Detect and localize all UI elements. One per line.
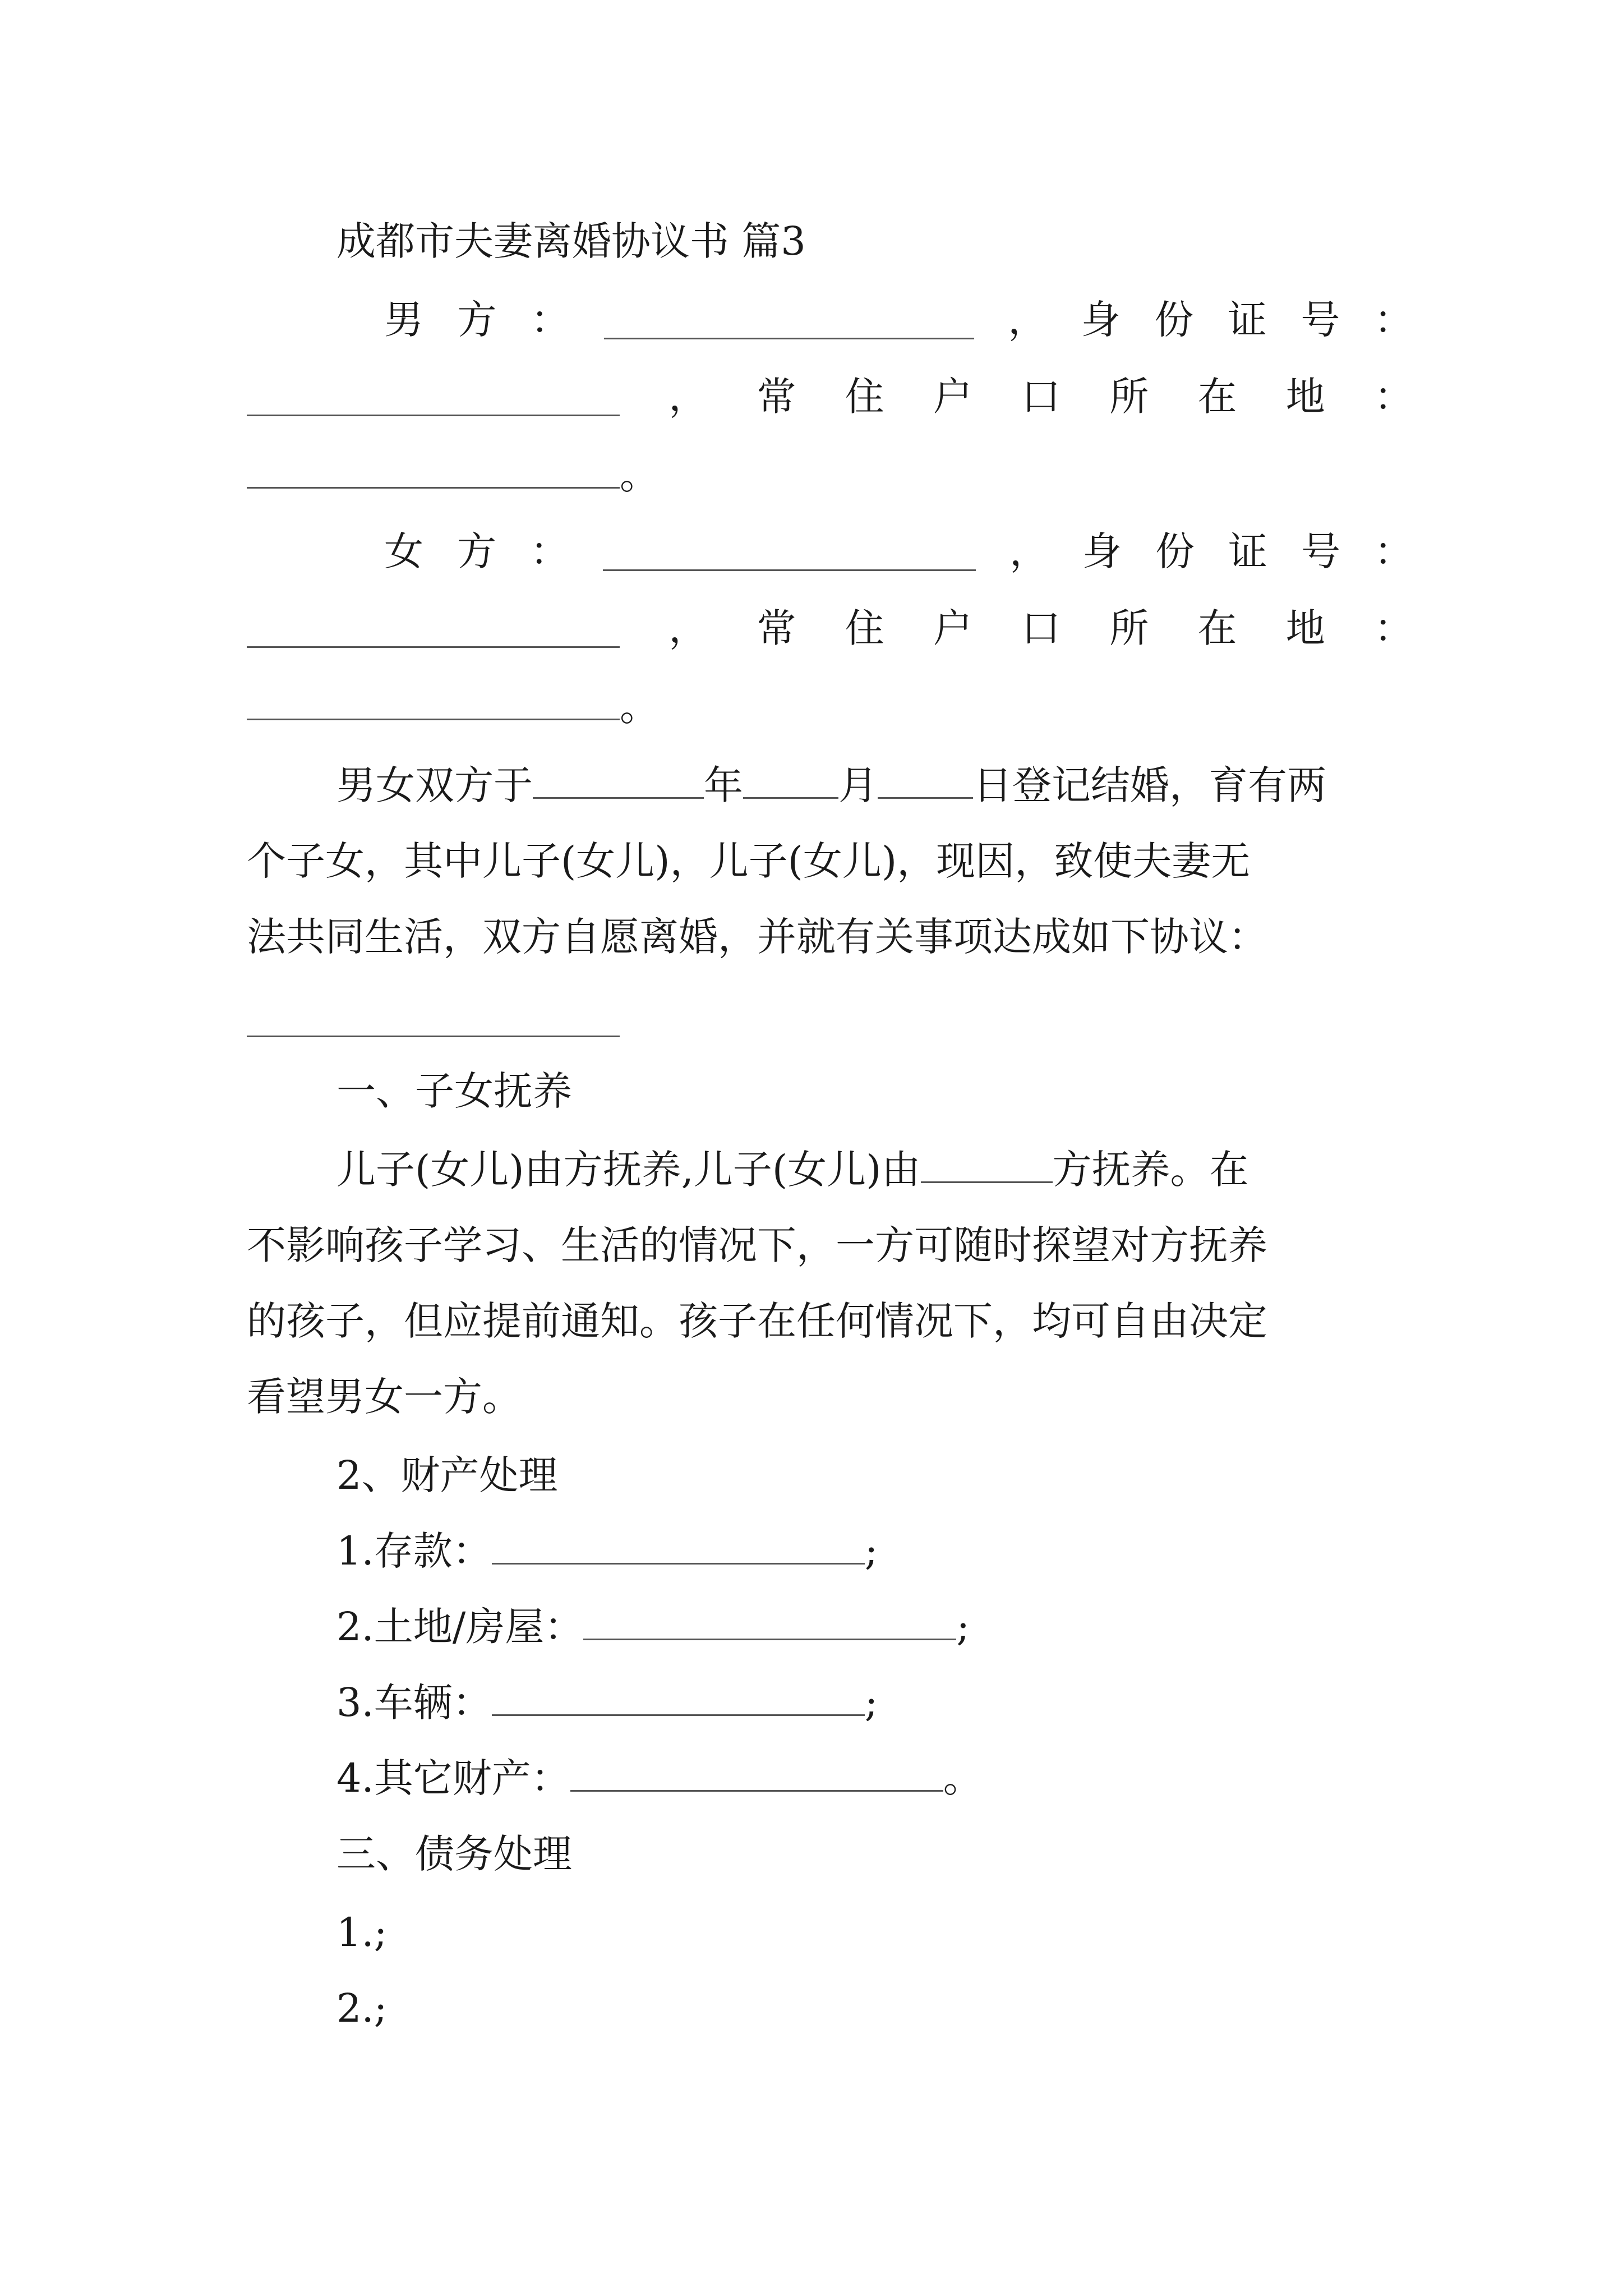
property-item-label: 2.土地/房屋： <box>336 1604 584 1650</box>
male-id-blank[interactable] <box>247 411 620 416</box>
section-heading-debts: 三、债务处理 <box>336 1831 572 1877</box>
custody-party-blank[interactable] <box>921 1178 1053 1183</box>
female-id-char: 份 <box>1155 528 1195 574</box>
property-item-savings <box>336 1528 878 1574</box>
female-name-blank[interactable] <box>603 566 976 571</box>
property-item-end: ; <box>956 1604 970 1650</box>
property-item-other <box>336 1755 983 1801</box>
male-residence-char: ： <box>1373 374 1413 420</box>
marriage-text: 日登记结婚，育有两 <box>973 762 1326 808</box>
male-id-char: ， <box>1008 297 1048 343</box>
custody-text: 方抚养。在 <box>1052 1147 1249 1193</box>
other-property-blank[interactable] <box>570 1787 943 1792</box>
male-residence-char: 口 <box>1021 374 1061 420</box>
day-blank[interactable] <box>878 794 973 799</box>
female-residence-char: ： <box>1373 605 1413 651</box>
property-item-end: ; <box>864 1680 878 1726</box>
marriage-line-2: 个子女，其中儿子(女儿)，儿子(女儿)，现因，致使夫妻无 <box>247 838 1251 884</box>
section-heading-child-custody: 一、子女抚养 <box>336 1068 572 1114</box>
female-id-char: 身 <box>1082 528 1122 574</box>
custody-line-4: 看望男女一方。 <box>247 1374 522 1420</box>
custody-line-1 <box>336 1147 1249 1193</box>
land-house-blank[interactable] <box>583 1635 956 1640</box>
female-residence-char: 常 <box>757 605 796 651</box>
female-residence-line <box>247 605 1413 651</box>
male-id-char: 号 <box>1301 297 1340 343</box>
male-label-char: 方 <box>457 297 497 343</box>
year-blank[interactable] <box>533 794 704 799</box>
male-residence-char: 所 <box>1109 374 1149 420</box>
marriage-line-1 <box>336 762 1326 808</box>
document-title: 成都市夫妻离婚协议书 篇3 <box>336 218 806 264</box>
period: 。 <box>620 452 659 498</box>
custody-line-2: 不影响孩子学习、生活的情况下，一方可随时探望对方抚养 <box>247 1222 1267 1268</box>
male-id-char: ： <box>1373 297 1413 343</box>
section-heading-property: 2、财产处理 <box>336 1452 558 1498</box>
year-label: 年 <box>704 762 743 808</box>
female-label-char: ： <box>530 528 569 574</box>
period: 。 <box>620 684 659 730</box>
male-residence-blank[interactable] <box>247 484 620 489</box>
female-residence-char: 户 <box>933 605 972 651</box>
vehicle-blank[interactable] <box>492 1711 865 1716</box>
male-id-char: 份 <box>1154 297 1194 343</box>
male-party-line <box>384 297 1413 343</box>
male-label-char: 男 <box>384 297 423 343</box>
custody-text: 儿子(女儿)由方抚养,儿子(女儿)由 <box>336 1147 921 1193</box>
debt-item: 2.; <box>336 1985 388 2031</box>
month-label: 月 <box>838 762 878 808</box>
agreement-blank[interactable] <box>247 1032 620 1037</box>
male-residence-char: 常 <box>757 374 796 420</box>
female-label-char: 女 <box>384 528 423 574</box>
female-residence-blank[interactable] <box>247 715 620 720</box>
male-label-char: ： <box>531 297 570 343</box>
male-residence-char: 地 <box>1285 374 1325 420</box>
property-item-label: 4.其它财产： <box>336 1755 570 1801</box>
female-residence-char: 口 <box>1021 605 1061 651</box>
female-id-blank[interactable] <box>247 643 620 648</box>
female-id-char: 证 <box>1228 528 1267 574</box>
property-item-vehicle <box>336 1680 878 1726</box>
female-residence-char: 地 <box>1285 605 1325 651</box>
male-residence-char: 住 <box>845 374 884 420</box>
female-residence-char: 在 <box>1197 605 1237 651</box>
property-item-label: 3.车辆： <box>336 1680 492 1726</box>
male-residence-char: 在 <box>1197 374 1237 420</box>
male-id-char: 身 <box>1081 297 1121 343</box>
male-residence-end-line <box>247 452 659 498</box>
female-party-line <box>384 528 1413 574</box>
male-id-char: 证 <box>1227 297 1267 343</box>
female-id-char: ： <box>1374 528 1413 574</box>
agreement-blank-line <box>247 1004 620 1043</box>
savings-blank[interactable] <box>492 1559 865 1565</box>
property-item-label: 1.存款： <box>336 1528 492 1574</box>
female-residence-char: ， <box>668 605 708 651</box>
property-item-land-house <box>336 1604 970 1650</box>
male-residence-char: ， <box>668 374 708 420</box>
debt-item: 1.; <box>336 1910 388 1955</box>
property-item-end: ; <box>864 1528 878 1574</box>
female-id-char: 号 <box>1301 528 1340 574</box>
month-blank[interactable] <box>743 794 838 799</box>
female-residence-char: 所 <box>1109 605 1149 651</box>
marriage-line-3: 法共同生活，双方自愿离婚，并就有关事项达成如下协议： <box>247 914 1267 960</box>
property-item-end: 。 <box>943 1755 983 1801</box>
custody-line-3: 的孩子，但应提前通知。孩子在任何情况下，均可自由决定 <box>247 1298 1267 1344</box>
male-residence-char: 户 <box>933 374 972 420</box>
female-label-char: 方 <box>457 528 496 574</box>
female-residence-char: 住 <box>845 605 884 651</box>
marriage-text: 男女双方于 <box>336 762 533 808</box>
female-residence-end-line <box>247 684 659 730</box>
female-id-char: ， <box>1009 528 1049 574</box>
male-name-blank[interactable] <box>604 334 974 339</box>
male-residence-line <box>247 374 1413 420</box>
